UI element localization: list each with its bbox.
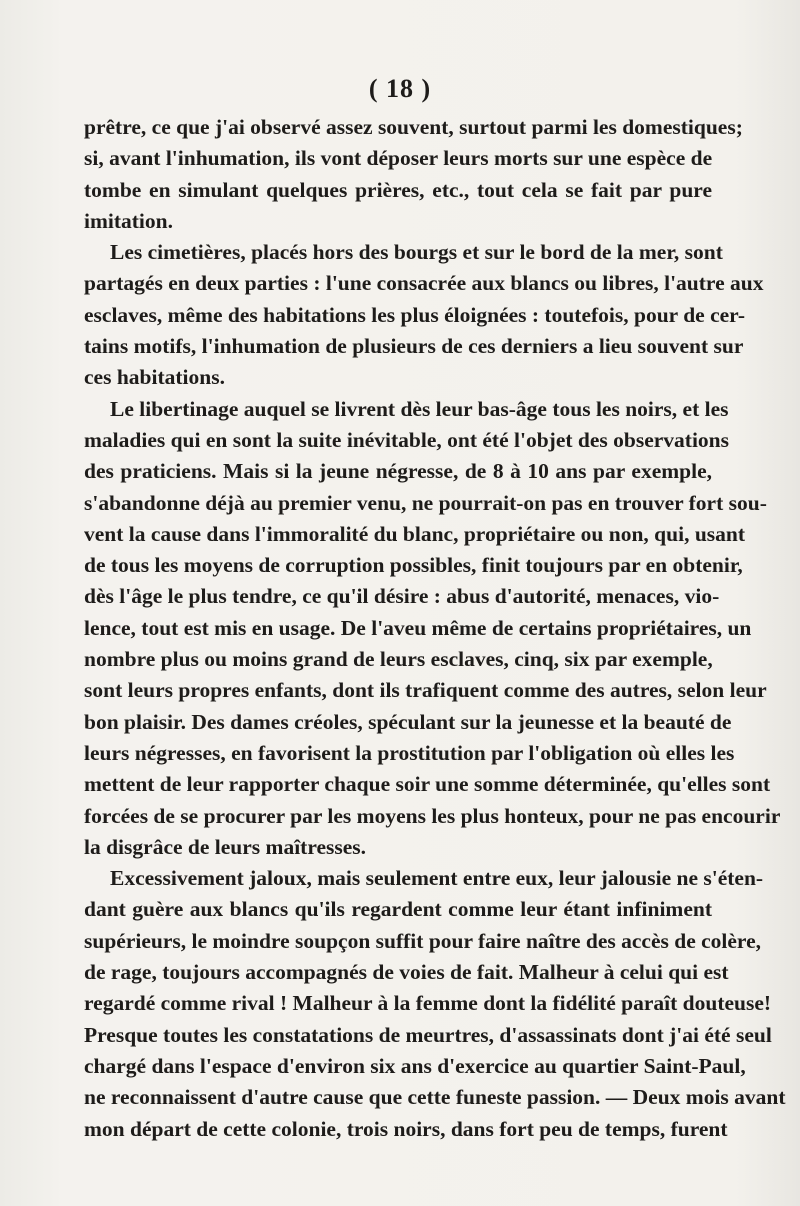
text-line: esclaves, même des habitations les plus éloignées : toutefois, pour de cer- — [84, 302, 746, 327]
text-line: si, avant l'inhumation, ils vont déposer leurs morts sur une espèce de — [84, 146, 713, 171]
text-line: mettent de leur rapporter chaque soir une somme déterminée, qu'elles sont — [84, 772, 771, 797]
text-line: la disgrâce de leurs maîtresses. — [84, 834, 367, 859]
text-line: s'abandonne déjà au premier venu, ne pourrait-on pas en trouver fort sou- — [84, 490, 767, 515]
paragraph — [84, 394, 781, 863]
text-line: leurs négresses, en favorisent la prostitution par l'obligation où elles les — [84, 740, 735, 765]
text-line: nombre plus ou moins grand de leurs esclaves, cinq, six par exemple, — [84, 647, 713, 672]
text-line: supérieurs, le moindre soupçon suffit pour faire naître des accès de colère, — [84, 928, 761, 953]
text-line: Presque toutes les constatations de meurtres, d'assassinats dont j'ai été seul — [84, 1022, 772, 1047]
text-line: partagés en deux parties : l'une consacrée aux blancs ou libres, l'autre aux — [84, 271, 764, 296]
text-line: dès l'âge le plus tendre, ce qu'il désire : abus d'autorité, menaces, vio- — [84, 584, 720, 609]
text-line: tombe en simulant quelques prières, etc., tout cela se fait par pure — [84, 177, 712, 202]
paragraph — [84, 237, 764, 393]
text-line: sont leurs propres enfants, dont ils trafiquent comme des autres, selon leur — [84, 678, 767, 703]
text-line: de tous les moyens de corruption possibles, finit toujours par en obtenir, — [84, 553, 743, 578]
text-line: bon plaisir. Des dames créoles, spéculant sur la jeunesse et la beauté de — [84, 709, 732, 734]
text-line: Les cimetières, placés hors des bourgs et sur le bord de la mer, sont — [110, 240, 723, 265]
text-line: de rage, toujours accompagnés de voies de fait. Malheur à celui qui est — [84, 960, 729, 985]
text-line: vent la cause dans l'immoralité du blanc, propriétaire ou non, qui, usant — [84, 521, 746, 546]
body-text — [84, 112, 786, 1145]
text-line: prêtre, ce que j'ai observé assez souvent, surtout parmi les domestiques; — [84, 115, 743, 139]
text-line: imitation. — [84, 208, 173, 233]
text-line: ces habitations. — [84, 365, 225, 390]
text-line: tains motifs, l'inhumation de plusieurs de ces derniers a lieu souvent sur — [84, 334, 744, 359]
text-line: Excessivement jaloux, mais seulement entre eux, leur jalousie ne s'éten- — [110, 866, 764, 891]
paragraph — [84, 112, 743, 237]
text-line: ne reconnaissent d'autre cause que cette funeste passion. — Deux mois avant — [84, 1085, 786, 1110]
text-line: forcées de se procurer par les moyens les plus honteux, pour ne pas encourir — [84, 803, 781, 828]
text-line: maladies qui en sont la suite inévitable, ont été l'objet des observations — [84, 427, 730, 452]
text-line: des praticiens. Mais si la jeune négresse, de 8 à 10 ans par exemple, — [84, 459, 712, 484]
page-number: ( 18 ) — [368, 74, 432, 103]
text-line: mon départ de cette colonie, trois noirs, dans fort peu de temps, furent — [84, 1116, 728, 1141]
text-line: lence, tout est mis en usage. De l'aveu même de certains propriétaires, un — [84, 615, 752, 640]
text-line: Le libertinage auquel se livrent dès leur bas-âge tous les noirs, et les — [110, 396, 729, 421]
text-line: regardé comme rival ! Malheur à la femme dont la fidélité paraît douteuse! — [84, 991, 772, 1016]
text-line: dant guère aux blancs qu'ils regardent comme leur étant infiniment — [84, 897, 712, 922]
paragraph — [84, 863, 786, 1145]
text-line: chargé dans l'espace d'environ six ans d'exercice au quartier Saint-Paul, — [84, 1053, 746, 1078]
